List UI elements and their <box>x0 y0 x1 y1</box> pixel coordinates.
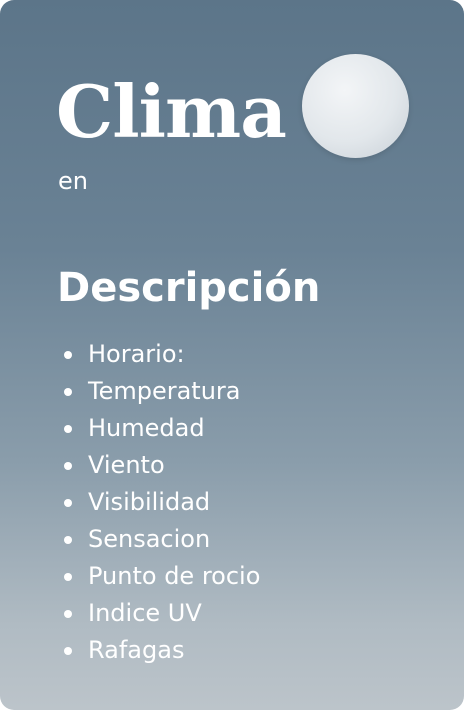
list-item-visibilidad <box>62 484 260 521</box>
bullet-icon <box>64 536 72 544</box>
list-item-label: Viento <box>88 451 165 479</box>
list-item-sensacion <box>62 521 260 558</box>
list-item-indice-uv <box>62 595 260 632</box>
list-item-label: Punto de rocio <box>88 562 261 590</box>
bullet-icon <box>64 573 72 581</box>
card-subtitle: en <box>58 167 88 195</box>
bullet-icon <box>64 610 72 618</box>
bullet-icon <box>64 351 72 359</box>
list-item-label: Humedad <box>88 414 205 442</box>
list-item-punto-de-rocio <box>62 558 260 595</box>
list-item-label: Indice UV <box>88 599 202 627</box>
bullet-icon <box>64 388 72 396</box>
description-list <box>62 336 260 669</box>
list-item-label: Visibilidad <box>88 488 211 516</box>
description-heading: Descripción <box>57 265 321 311</box>
list-item-viento <box>62 447 260 484</box>
list-item-label: Sensacion <box>88 525 211 553</box>
list-item-rafagas <box>62 632 260 669</box>
bullet-icon <box>64 499 72 507</box>
list-item-horario <box>62 336 260 373</box>
bullet-icon <box>64 425 72 433</box>
list-item-label: Temperatura <box>88 377 241 405</box>
list-item-label: Horario: <box>88 340 185 368</box>
bullet-icon <box>64 647 72 655</box>
bullet-icon <box>64 462 72 470</box>
card-title: Clima <box>56 69 286 154</box>
list-item-temperatura <box>62 373 260 410</box>
moon-icon <box>302 54 409 158</box>
list-item-humedad <box>62 410 260 447</box>
list-item-label: Rafagas <box>88 636 185 664</box>
